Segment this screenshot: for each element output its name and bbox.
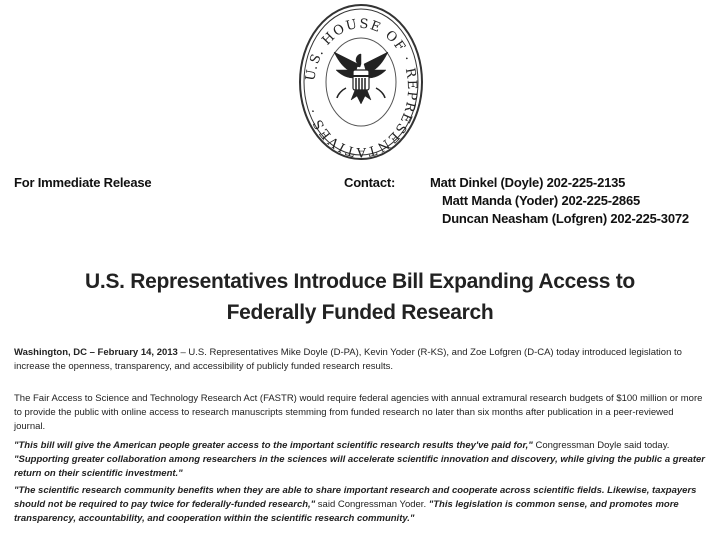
paragraph-intro [14, 346, 706, 374]
yoder-attribution: said Congressman Yoder. [315, 499, 429, 510]
paragraph-doyle-quote [14, 439, 706, 481]
contact-label: Contact: [344, 175, 396, 190]
eagle-seal-icon [298, 2, 424, 162]
doyle-quote-1: "This bill will give the American people greater access to the important scientific research results they've paid for," [14, 440, 533, 451]
headline-line-1: U.S. Representatives Introduce Bill Expanding Access to [85, 270, 635, 293]
svg-text:U.S. HOUSE OF · REPRESENTATIVE: U.S. HOUSE OF · REPRESENTATIVES · [303, 16, 420, 160]
headline [60, 266, 660, 328]
dateline: Washington, DC – February 14, 2013 [14, 347, 178, 358]
intro-text: – U.S. Representatives Mike Doyle (D-PA), Kevin Yoder (R-KS), and Zoe Lofgren (D-CA) today introduced legislation to increase the openness, transparency, and accessibility of publicly funded research results. [14, 347, 682, 372]
paragraph-fastr [14, 392, 706, 434]
paragraph-yoder-quote [14, 484, 706, 526]
yoder-quote-2: "This legislation is common sense, and promotes more transparency, accountability, and cooperation within the scientific research community." [14, 499, 679, 524]
doyle-quote-2: "Supporting greater collaboration among researchers in the sciences will accelerate scientific innovation and discovery, while giving the public a greater return on their scientific investment." [14, 454, 705, 479]
house-seal-logo [298, 2, 424, 162]
yoder-quote-1: "The scientific research community benefits when they are able to share important research and cooperate across scientific fields. Likewise, taxpayers should not be required to pay twice for federally-funded research," [14, 485, 697, 510]
headline-line-2: Federally Funded Research [226, 301, 494, 324]
contact-yoder: Matt Manda (Yoder) 202-225-2865 [442, 193, 641, 208]
contact-doyle: Matt Dinkel (Doyle) 202-225-2135 [430, 175, 626, 190]
release-label: For Immediate Release [14, 175, 152, 190]
fastr-text: The Fair Access to Science and Technology Research Act (FASTR) would require federal agencies with annual extramural research budgets of $100 million or more to provide the public with online access to research manuscripts stemming from funded research no later than six months after publication in a peer-reviewed journal. [14, 393, 703, 432]
contact-lofgren: Duncan Neasham (Lofgren) 202-225-3072 [442, 211, 689, 226]
doyle-attribution: Congressman Doyle said today. [532, 440, 670, 451]
